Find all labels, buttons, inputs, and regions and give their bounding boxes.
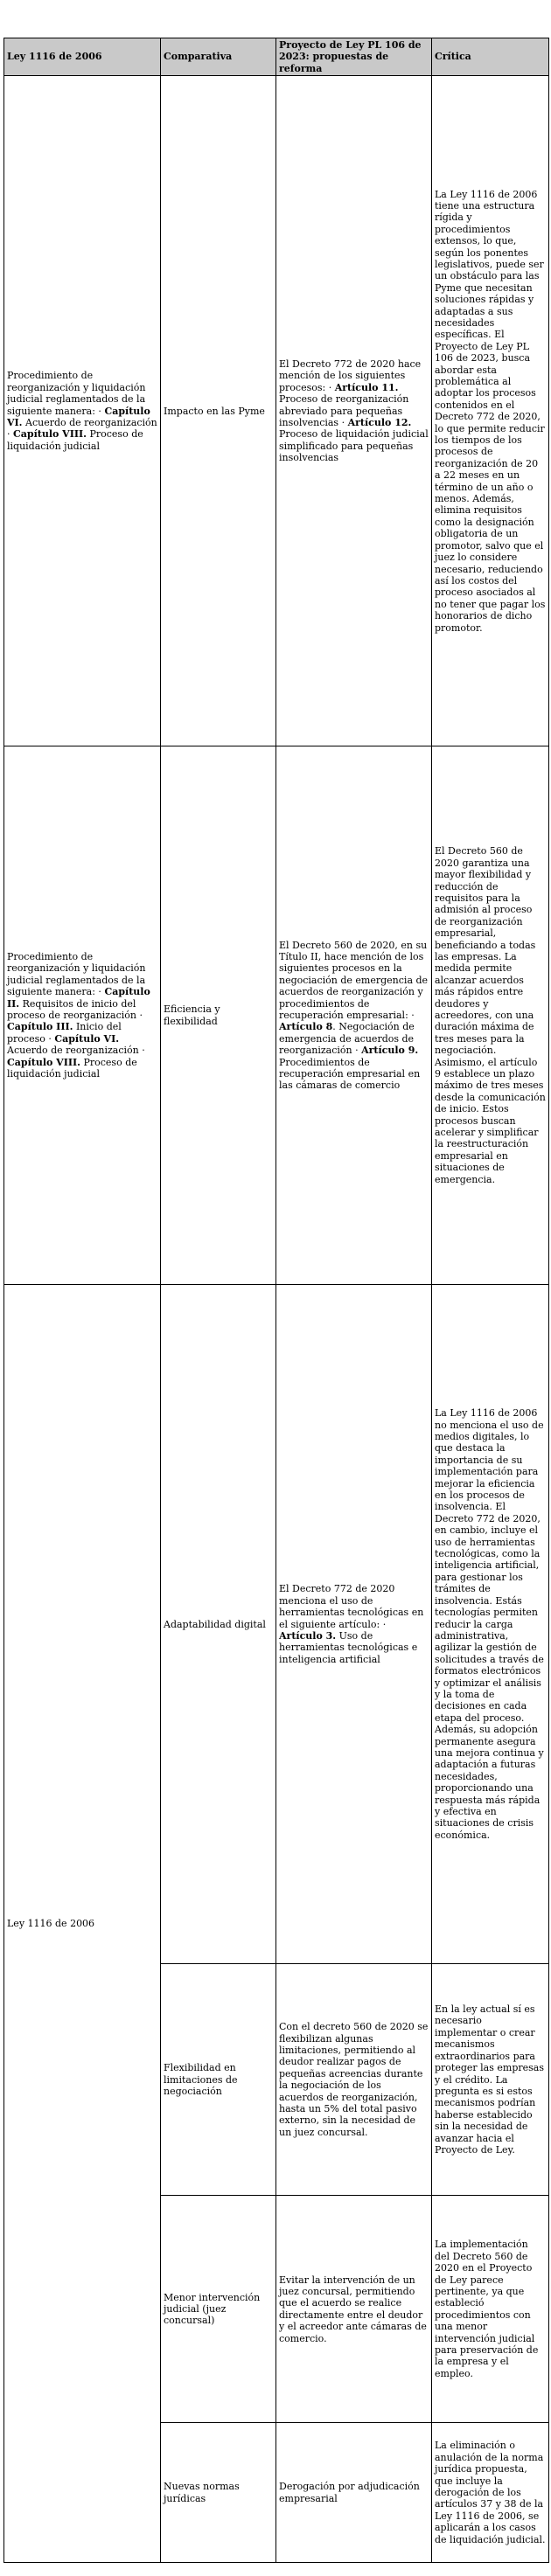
header-cell: Comparativa (161, 38, 276, 76)
header-cell: Ley 1116 de 2006 (4, 38, 161, 76)
table-cell: Flexibilidad en limitaciones de negociación (161, 1964, 276, 2196)
table-cell: La Ley 1116 de 2006 no menciona el uso de medios digitales, lo que destaca la importancia de su implementación para mejorar la eficiencia en los procesos de insolvencia. El Decreto 772 de 2020, en cambio, incluye el uso de herramientas tecnológicas, como la inteligencia artificial, para gestionar los trámites de insolvencia. Estás tecnologías permiten reducir la carga administrativa, agilizar la gestión de solicitudes a través de formatos electrónicos y optimizar el análisis y la toma de decisiones en cada etapa del proceso. Además, su adopción permanente asegura una mejora continua y adaptación a futuras necesidades, proporcionando una respuesta más rápida y efectiva en situaciones de crisis económica. (432, 1285, 549, 1964)
table-cell: La Ley 1116 de 2006 tiene una estructura rígida y procedimientos extensos, lo que, según los ponentes legislativos, puede ser un obstáculo para las Pyme que necesitan soluciones rápidas y adaptadas a sus necesidades específicas. El Proyecto de Ley PL 106 de 2023, busca abordar esta problemática al adoptar los procesos contenidos en el Decreto 772 de 2020, lo que permite reducir los tiempos de los procesos de reorganización de 20 a 22 meses en un término de un año o menos. Además, elimina requisitos como la designación obligatoria de un promotor, salvo que el juez lo considere necesario, reduciendo así los costos del proceso asociados al no tener que pagar los honorarios de dicho promotor. (432, 76, 549, 746)
table-row (4, 746, 549, 1285)
table-cell: Eficiencia y flexibilidad (161, 746, 276, 1285)
table-cell: El Decreto 560 de 2020 garantiza una mayor flexibilidad y reducción de requisitos para la admisión al proceso de reorganización empresarial, beneficiando a todas las empresas. La medida permite alcanzar acuerdos más rápidos entre deudores y acreedores, con una duración máxima de tres meses para la negociación. Asimismo, el artículo 9 establece un plazo máximo de tres meses desde la comunicación de inicio. Estos procesos buscan acelerar y simplificar la reestructuración empresarial en situaciones de emergencia. (432, 746, 549, 1285)
table-row (4, 1285, 549, 1964)
table-cell: Nuevas normas jurídicas (161, 2423, 276, 2563)
table-cell: Ley 1116 de 2006 (4, 1285, 161, 2563)
table-cell: Impacto en las Pyme (161, 76, 276, 746)
table-cell: Procedimiento de reorganización y liquidación judicial reglamentados de la siguiente manera: · Capítulo II. Requisitos de inicio del proceso de reorganización · Capítulo III. Inicio del proceso · Capítulo VI. Acuerdo de reorganización · Capítulo VIII. Proceso de liquidación judicial (4, 746, 161, 1285)
table-cell: La implementación del Decreto 560 de 2020 en el Proyecto de Ley parece pertinente, ya que estableció procedimientos con una menor intervención judicial para preservación de la empresa y el empleo. (432, 2196, 549, 2423)
table-cell: Menor intervención judicial (juez concursal) (161, 2196, 276, 2423)
comparison-table (3, 38, 549, 2563)
table-cell: Adaptabilidad digital (161, 1285, 276, 1964)
table-cell: La eliminación o anulación de la norma jurídica propuesta, que incluye la derogación de los artículos 37 y 38 de la Ley 1116 de 2006, se aplicarán a los casos de liquidación judicial. (432, 2423, 549, 2563)
table-header (4, 38, 549, 76)
table-cell: El Decreto 560 de 2020, en su Título II, hace mención de los siguientes procesos en la negociación de emergencia de acuerdos de reorganización y procedimientos de recuperación empresarial: · Artículo 8. Negociación de emergencia de acuerdos de reorganización · Artículo 9. Procedimientos de recuperación empresarial en las cámaras de comercio (276, 746, 432, 1285)
table-row (4, 76, 549, 746)
header-cell: Proyecto de Ley PL 106 de 2023: propuestas de reforma (276, 38, 432, 76)
table-cell: Evitar la intervención de un juez concursal, permitiendo que el acuerdo se realice directamente entre el deudor y el acreedor ante cámaras de comercio. (276, 2196, 432, 2423)
table-cell: En la ley actual sí es necesario implementar o crear mecanismos extraordinarios para proteger las empresas y el crédito. La pregunta es si estos mecanismos podrían haberse establecido sin la necesidad de avanzar hacia el Proyecto de Ley. (432, 1964, 549, 2196)
table-cell: Procedimiento de reorganización y liquidación judicial reglamentados de la siguiente manera: · Capítulo VI. Acuerdo de reorganización · Capítulo VIII. Proceso de liquidación judicial (4, 76, 161, 746)
table-cell: El Decreto 772 de 2020 menciona el uso de herramientas tecnológicas en el siguiente artículo: · Artículo 3. Uso de herramientas tecnológicas e inteligencia artificial (276, 1285, 432, 1964)
table-cell: Con el decreto 560 de 2020 se flexibilizan algunas limitaciones, permitiendo al deudor realizar pagos de pequeñas acreencias durante la negociación de los acuerdos de reorganización, hasta un 5% del total pasivo externo, sin la necesidad de un juez concursal. (276, 1964, 432, 2196)
table-body (4, 76, 549, 2563)
table-cell: Derogación por adjudicación empresarial (276, 2423, 432, 2563)
header-row (4, 38, 549, 76)
table-cell: El Decreto 772 de 2020 hace mención de los siguientes procesos: · Artículo 11. Proceso de reorganización abreviado para pequeñas insolvencias · Artículo 12. Proceso de liquidación judicial simplificado para pequeñas insolvencias (276, 76, 432, 746)
header-cell: Crítica (432, 38, 549, 76)
